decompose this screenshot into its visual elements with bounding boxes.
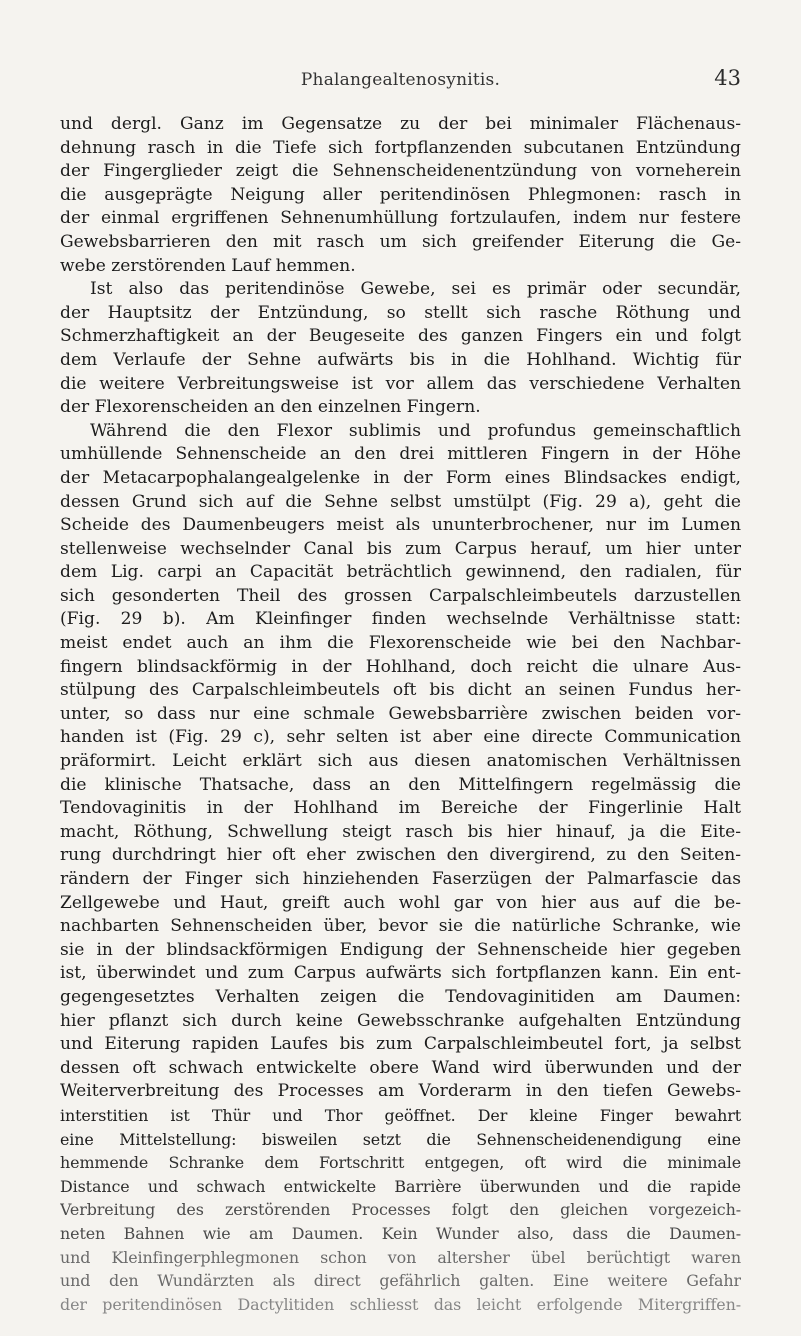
text-line: Verbreitung des zerstörenden Processes folgt den gleichen vorgezeich-	[60, 1200, 741, 1220]
text-line: sie in der blindsackförmigen Endigung der Sehnenscheide hier gegeben	[60, 939, 741, 960]
running-title: Phalangealtenosynitis.	[300, 70, 501, 90]
text-line: ist, überwindet und zum Carpus aufwärts sich fortpflanzen kann. Ein ent-	[60, 963, 741, 984]
text-line: Während die den Flexor sublimis und profundus gemeinschaftlich	[90, 420, 741, 441]
text-line: Distance und schwach entwickelte Barrière überwunden und die rapide	[60, 1176, 741, 1196]
text-line: präformirt. Leicht erklärt sich aus diesen anatomischen Verhältnissen	[60, 751, 741, 772]
text-line: der Fingerglieder zeigt die Sehnenscheidenentzündung von vorneherein	[60, 161, 741, 182]
text-line: eine Mittelstellung: bisweilen setzt die Sehnenscheidenendigung eine	[60, 1129, 741, 1149]
paragraph-2	[60, 278, 741, 420]
text-line: neten Bahnen wie am Daumen. Kein Wunder also, dass die Daumen-	[60, 1223, 741, 1243]
text-line: stülpung des Carpalschleimbeutels oft bis dicht an seinen Fundus her-	[60, 680, 741, 701]
text-line: der peritendinösen Dactylitiden schliesst das leicht erfolgende Mitergriffen-	[60, 1294, 741, 1314]
text-line: umhüllende Sehnenscheide an den drei mittleren Fingern in der Höhe	[60, 444, 741, 465]
text-line: sich gesonderten Theil des grossen Carpalschleimbeutels darzustellen	[60, 585, 741, 606]
text-line: dem Lig. carpi an Capacität beträchtlich gewinnend, den radialen, für	[60, 562, 741, 583]
text-line: und Kleinfingerphlegmonen schon von altersher übel berüchtigt waren	[60, 1247, 741, 1267]
page-number: 43	[714, 66, 741, 90]
text-line: der Hauptsitz der Entzündung, so stellt sich rasche Röthung und	[60, 302, 741, 323]
text-line: unter, so dass nur eine schmale Gewebsbarrière zwischen beiden vor-	[60, 703, 741, 724]
text-line: und Eiterung rapiden Laufes bis zum Carpalschleimbeutel fort, ja selbst	[60, 1034, 741, 1055]
paragraph-3	[60, 420, 741, 1317]
paragraph-1	[60, 113, 741, 278]
text-line: Gewebsbarrieren den mit rasch um sich greifender Eiterung die Ge-	[60, 231, 741, 252]
text-line: der Metacarpophalangealgelenke in der Form eines Blindsackes endigt,	[60, 467, 741, 488]
text-line: hemmende Schranke dem Fortschritt entgegen, oft wird die minimale	[60, 1153, 741, 1173]
text-line: meist endet auch an ihm die Flexorenscheide wie bei den Nachbar-	[60, 633, 741, 654]
text-line: die klinische Thatsache, dass an den Mittelfingern regelmässig die	[60, 774, 741, 795]
text-line: (Fig. 29 b). Am Kleinfinger finden wechselnde Verhältnisse statt:	[60, 609, 741, 630]
text-line: die ausgeprägte Neigung aller peritendinösen Phlegmonen: rasch in	[60, 184, 741, 205]
text-line: nachbarten Sehnenscheiden über, bevor sie die natürliche Schranke, wie	[60, 916, 741, 937]
text-line: rändern der Finger sich hinziehenden Faserzügen der Palmarfascie das	[60, 869, 741, 889]
text-line: macht, Röthung, Schwellung steigt rasch bis hier hinauf, ja die Eite-	[60, 821, 741, 842]
text-line: und den Wundärzten als direct gefährlich galten. Eine weitere Gefahr	[60, 1271, 741, 1291]
text-line: Scheide des Daumenbeugers meist als ununterbrochener, nur im Lumen	[60, 515, 741, 536]
text-line: Weiterverbreitung des Processes am Vorderarm in den tiefen Gewebs-	[60, 1081, 741, 1102]
text-line: der einmal ergriffenen Sehnenumhüllung fortzulaufen, indem nur festere	[60, 208, 741, 229]
text-line: und dergl. Ganz im Gegensatze zu der bei minimaler Flächenaus-	[60, 114, 741, 134]
text-line: Ist also das peritendinöse Gewebe, sei es primär oder secundär,	[90, 279, 741, 300]
text-line: fingern blindsackförmig in der Hohlhand, doch reicht die ulnare Aus-	[60, 656, 741, 677]
text-line: hier pflanzt sich durch keine Gewebsschranke aufgehalten Entzündung	[60, 1010, 741, 1031]
text-line: stellenweise wechselnder Canal bis zum Carpus herauf, um hier unter	[60, 538, 741, 559]
text-line: der Flexorenscheiden an den einzelnen Fingern.	[60, 397, 481, 418]
text-line: handen ist (Fig. 29 c), sehr selten ist aber eine directe Communication	[60, 727, 741, 748]
text-line: dessen oft schwach entwickelte obere Wand wird überwunden und der	[60, 1057, 741, 1078]
body-text	[60, 113, 741, 1316]
text-line: rung durchdringt hier oft eher zwischen den divergirend, zu den Seiten-	[60, 845, 741, 866]
text-line: Schmerzhaftigkeit an der Beugeseite des ganzen Fingers ein und folgt	[60, 326, 741, 347]
text-line: dem Verlaufe der Sehne aufwärts bis in die Hohlhand. Wichtig für	[60, 349, 741, 370]
text-line: Tendovaginitis in der Hohlhand im Bereiche der Fingerlinie Halt	[60, 798, 741, 819]
text-line: interstitien ist Thür und Thor geöffnet. Der kleine Finger bewahrt	[60, 1105, 741, 1125]
text-line: dessen Grund sich auf die Sehne selbst umstülpt (Fig. 29 a), geht die	[60, 491, 741, 512]
text-line: dehnung rasch in die Tiefe sich fortpflanzenden subcutanen Entzündung	[60, 137, 741, 158]
text-line: gegengesetztes Verhalten zeigen die Tendovaginitiden am Daumen:	[60, 986, 741, 1007]
text-line: webe zerstörenden Lauf hemmen.	[60, 255, 356, 276]
text-line: die weitere Verbreitungsweise ist vor allem das verschiedene Verhalten	[60, 373, 741, 394]
running-head	[60, 66, 741, 100]
text-line: Zellgewebe und Haut, greift auch wohl gar von hier aus auf die be-	[60, 892, 741, 913]
